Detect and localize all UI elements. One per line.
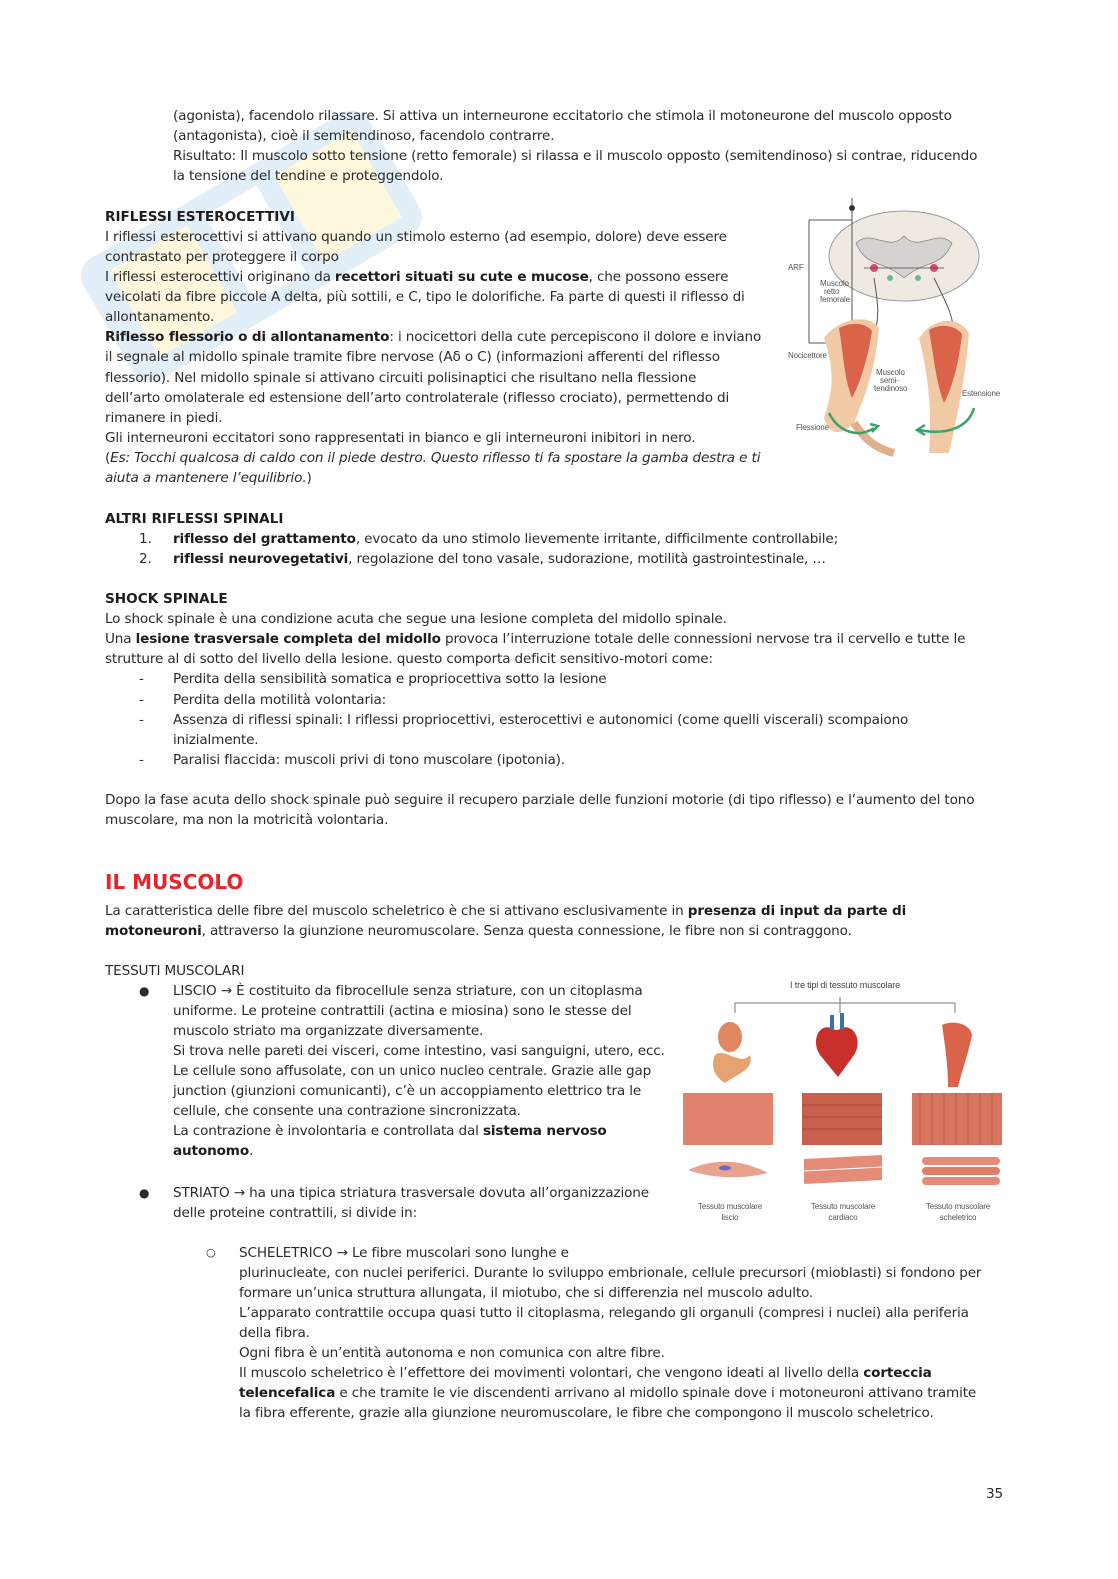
list-item: della fibra. xyxy=(239,1325,310,1341)
list-item: Si trova nelle pareti dei visceri, come intestino, vasi sanguigni, utero, ecc. xyxy=(173,1043,665,1059)
paragraph-line: I riflessi esterocettivi originano da recettori situati su cute e mucose, che possono essere xyxy=(105,269,729,285)
list-item: La contrazione è involontaria e controllata dal sistema nervoso xyxy=(173,1123,607,1139)
paragraph-line: dell’arto omolaterale ed estensione dell’arto controlaterale (riflesso crociato), permettendo di xyxy=(105,390,730,406)
intro-line: la tensione del tendine e proteggendolo. xyxy=(173,168,444,184)
label-muscolo: retto xyxy=(824,287,840,296)
list-item: riflessi neurovegetativi, regolazione del tono vasale, sudorazione, motilità gastrointestinale, … xyxy=(173,551,826,567)
paragraph-line: Dopo la fase acuta dello shock spinale può seguire il recupero parziale delle funzioni motorie (di tipo riflesso) e l’aumento del tono xyxy=(105,792,975,808)
caption-scheletrico: scheletrico xyxy=(939,1213,977,1222)
paragraph-line: strutture al di sotto del livello della lesione. questo comporta deficit sensitivo-motori come: xyxy=(105,651,713,667)
list-item: plurinucleate, con nuclei periferici. Durante lo sviluppo embrionale, cellule precursori (mioblasti) si fondono per xyxy=(239,1265,982,1281)
skeletal-cells xyxy=(922,1157,1000,1185)
section-heading-altri: ALTRI RIFLESSI SPINALI xyxy=(105,511,284,527)
subheading-tessuti: TESSUTI MUSCOLARI xyxy=(105,963,245,979)
label-muscolo: Muscolo xyxy=(820,279,849,288)
section-heading-esterocettivi: RIFLESSI ESTEROCETTIVI xyxy=(105,209,295,225)
intestine-icon xyxy=(713,1022,751,1083)
list-item: uniforme. Le proteine contrattili (actina e miosina) sono le stesse del xyxy=(173,1003,632,1019)
paragraph-line: muscolare, ma non la motricità volontaria. xyxy=(105,812,389,828)
list-number: 2. xyxy=(139,551,152,567)
label-semitendinoso: Muscolo xyxy=(876,368,905,377)
paragraph-line: I riflessi esterocettivi si attivano quando un stimolo esterno (ad esempio, dolore) deve essere xyxy=(105,229,727,245)
list-item: L’apparato contrattile occupa quasi tutto il citoplasma, relegando gli organuli (compresi i nuclei) alla periferia xyxy=(239,1305,969,1321)
smooth-histology xyxy=(683,1093,773,1145)
paragraph-line: veicolati da fibre piccole A delta, più sottili, e C, tipo le dolorifiche. Fa parte di questi il riflesso di xyxy=(105,289,745,305)
paragraph-line: flessorio). Nel midollo spinale si attivano circuiti polisinaptici che risultano nella flessione xyxy=(105,370,697,386)
paragraph-line: motoneuroni, attraverso la giunzione neuromuscolare. Senza questa connessione, le fibre non si contraggono. xyxy=(105,923,852,939)
list-item: la fibra efferente, grazie alla giunzione neuromuscolare, le fibre che compongono il muscolo scheletrico. xyxy=(239,1405,934,1421)
list-item: SCHELETRICO → Le fibre muscolari sono lunghe e xyxy=(239,1245,569,1261)
intro-line: Risultato: Il muscolo sotto tensione (retto femorale) si rilassa e il muscolo opposto (semitendinoso) si contrae, riducendo xyxy=(173,148,978,164)
label-semitendinoso: semi- xyxy=(880,376,899,385)
paragraph-line: Una lesione trasversale completa del midollo provoca l’interruzione totale delle connessioni nervose tra il cervello e tutte le xyxy=(105,631,966,647)
list-item: Ogni fibra è un’entità autonoma e non comunica con altre fibre. xyxy=(239,1345,665,1361)
paragraph-line: La caratteristica delle fibre del muscolo scheletrico è che si attivano esclusivamente in presenza di input da parte di xyxy=(105,903,907,919)
bullet-marker: ● xyxy=(139,984,150,998)
caption-scheletrico: Tessuto muscolare xyxy=(925,1202,991,1211)
leg-muscle-icon xyxy=(942,1023,972,1087)
leg-extension xyxy=(919,321,969,453)
dash-marker: - xyxy=(139,752,144,768)
list-item: Le cellule sono affusolate, con un unico nucleo centrale. Grazie alle gap xyxy=(173,1063,652,1079)
label-nocicettore: Nocicettore xyxy=(788,351,827,360)
section-title-muscolo: IL MUSCOLO xyxy=(105,870,244,894)
paragraph-line: Riflesso flessorio o di allontanamento: i nocicettori della cute percepiscono il dolore e inviano xyxy=(105,329,762,345)
dash-marker: - xyxy=(139,692,144,708)
list-item: delle proteine contrattili, si divide in: xyxy=(173,1205,418,1221)
paragraph-line: Lo shock spinale è una condizione acuta che segue una lesione completa del midollo spinale. xyxy=(105,611,727,627)
list-item: muscolo striato ma organizzate diversamente. xyxy=(173,1023,484,1039)
caption-liscio: liscio xyxy=(721,1213,739,1222)
muscle-tissue-figure xyxy=(680,975,1010,1225)
list-item: Paralisi flaccida: muscoli privi di tono muscolare (ipotonia). xyxy=(173,752,565,768)
list-number: 1. xyxy=(139,531,152,547)
dash-marker: - xyxy=(139,671,144,687)
example-line: (Es: Tocchi qualcosa di caldo con il piede destro. Questo riflesso ti fa spostare la gamba destra e ti xyxy=(105,450,761,466)
smooth-cells xyxy=(688,1162,768,1178)
reflex-diagram xyxy=(784,198,1004,463)
bullet-marker: ● xyxy=(139,1186,150,1200)
list-item: Perdita della sensibilità somatica e propriocettiva sotto la lesione xyxy=(173,671,607,687)
caption-liscio: Tessuto muscolare xyxy=(697,1202,763,1211)
paragraph-line: rimanere in piedi. xyxy=(105,410,223,426)
list-item: inizialmente. xyxy=(173,732,259,748)
cardiac-cells xyxy=(804,1155,882,1184)
dash-marker: - xyxy=(139,712,144,728)
list-item: junction (giunzioni comunicanti), c’è un accoppiamento elettrico tra le xyxy=(173,1083,642,1099)
list-item: LISCIO → È costituito da fibrocellule senza striature, con un citoplasma xyxy=(173,983,643,999)
label-semitendinoso: tendinoso xyxy=(874,384,908,393)
page-number: 35 xyxy=(986,1486,1003,1502)
paragraph-line: il segnale al midollo spinale tramite fibre nervose (Aδ o C) (informazioni afferenti del riflesso xyxy=(105,349,720,365)
figure-title: I tre tipi di tessuto muscolare xyxy=(790,980,900,990)
list-item: Il muscolo scheletrico è l’effettore dei movimenti volontari, che vengono ideati al livello della corteccia xyxy=(239,1365,932,1381)
list-item: telencefalica e che tramite le vie discendenti arrivano al midollo spinale dove i motoneuroni attivano tramite xyxy=(239,1385,977,1401)
paragraph-line: contrastato per proteggere il corpo xyxy=(105,249,339,265)
circle-marker: ○ xyxy=(206,1246,216,1259)
list-item: STRIATO → ha una tipica striatura trasversale dovuta all’organizzazione xyxy=(173,1185,649,1201)
paragraph-line: Gli interneuroni eccitatori sono rappresentati in bianco e gli interneuroni inibitori in nero. xyxy=(105,430,696,446)
intro-line: (agonista), facendolo rilassare. Si attiva un interneurone eccitatorio che stimola il motoneurone del muscolo opposto xyxy=(173,108,952,124)
label-muscolo: femorale xyxy=(820,295,850,304)
label-estensione: Estensione xyxy=(962,389,1001,398)
intro-line: (antagonista), cioè il semitendinoso, facendolo contrarre. xyxy=(173,128,555,144)
cardiac-histology xyxy=(802,1093,882,1145)
caption-cardiaco: Tessuto muscolare xyxy=(810,1202,876,1211)
caption-cardiaco: cardiaco xyxy=(828,1213,858,1222)
list-item: cellule, che consente una contrazione sincronizzata. xyxy=(173,1103,521,1119)
list-item: formare un’unica struttura allungata, il miotubo, che si differenzia nel muscolo adulto. xyxy=(239,1285,814,1301)
label-arf: ARF xyxy=(788,263,804,272)
section-heading-shock: SHOCK SPINALE xyxy=(105,591,228,607)
example-line: aiuta a mantenere l’equilibrio.) xyxy=(105,470,312,486)
skeletal-histology xyxy=(912,1093,1002,1145)
heart-icon xyxy=(816,1013,858,1077)
list-item: Perdita della motilità volontaria: xyxy=(173,692,387,708)
list-item: autonomo. xyxy=(173,1143,254,1159)
list-item: riflesso del grattamento, evocato da uno stimolo lievemente irritante, difficilmente controllabile; xyxy=(173,531,839,547)
list-item: Assenza di riflessi spinali: I riflessi propriocettivi, esterocettivi e autonomici (come quelli viscerali) scompaiono xyxy=(173,712,909,728)
paragraph-line: allontanamento. xyxy=(105,309,215,325)
label-flessione: Flessione xyxy=(796,423,829,432)
